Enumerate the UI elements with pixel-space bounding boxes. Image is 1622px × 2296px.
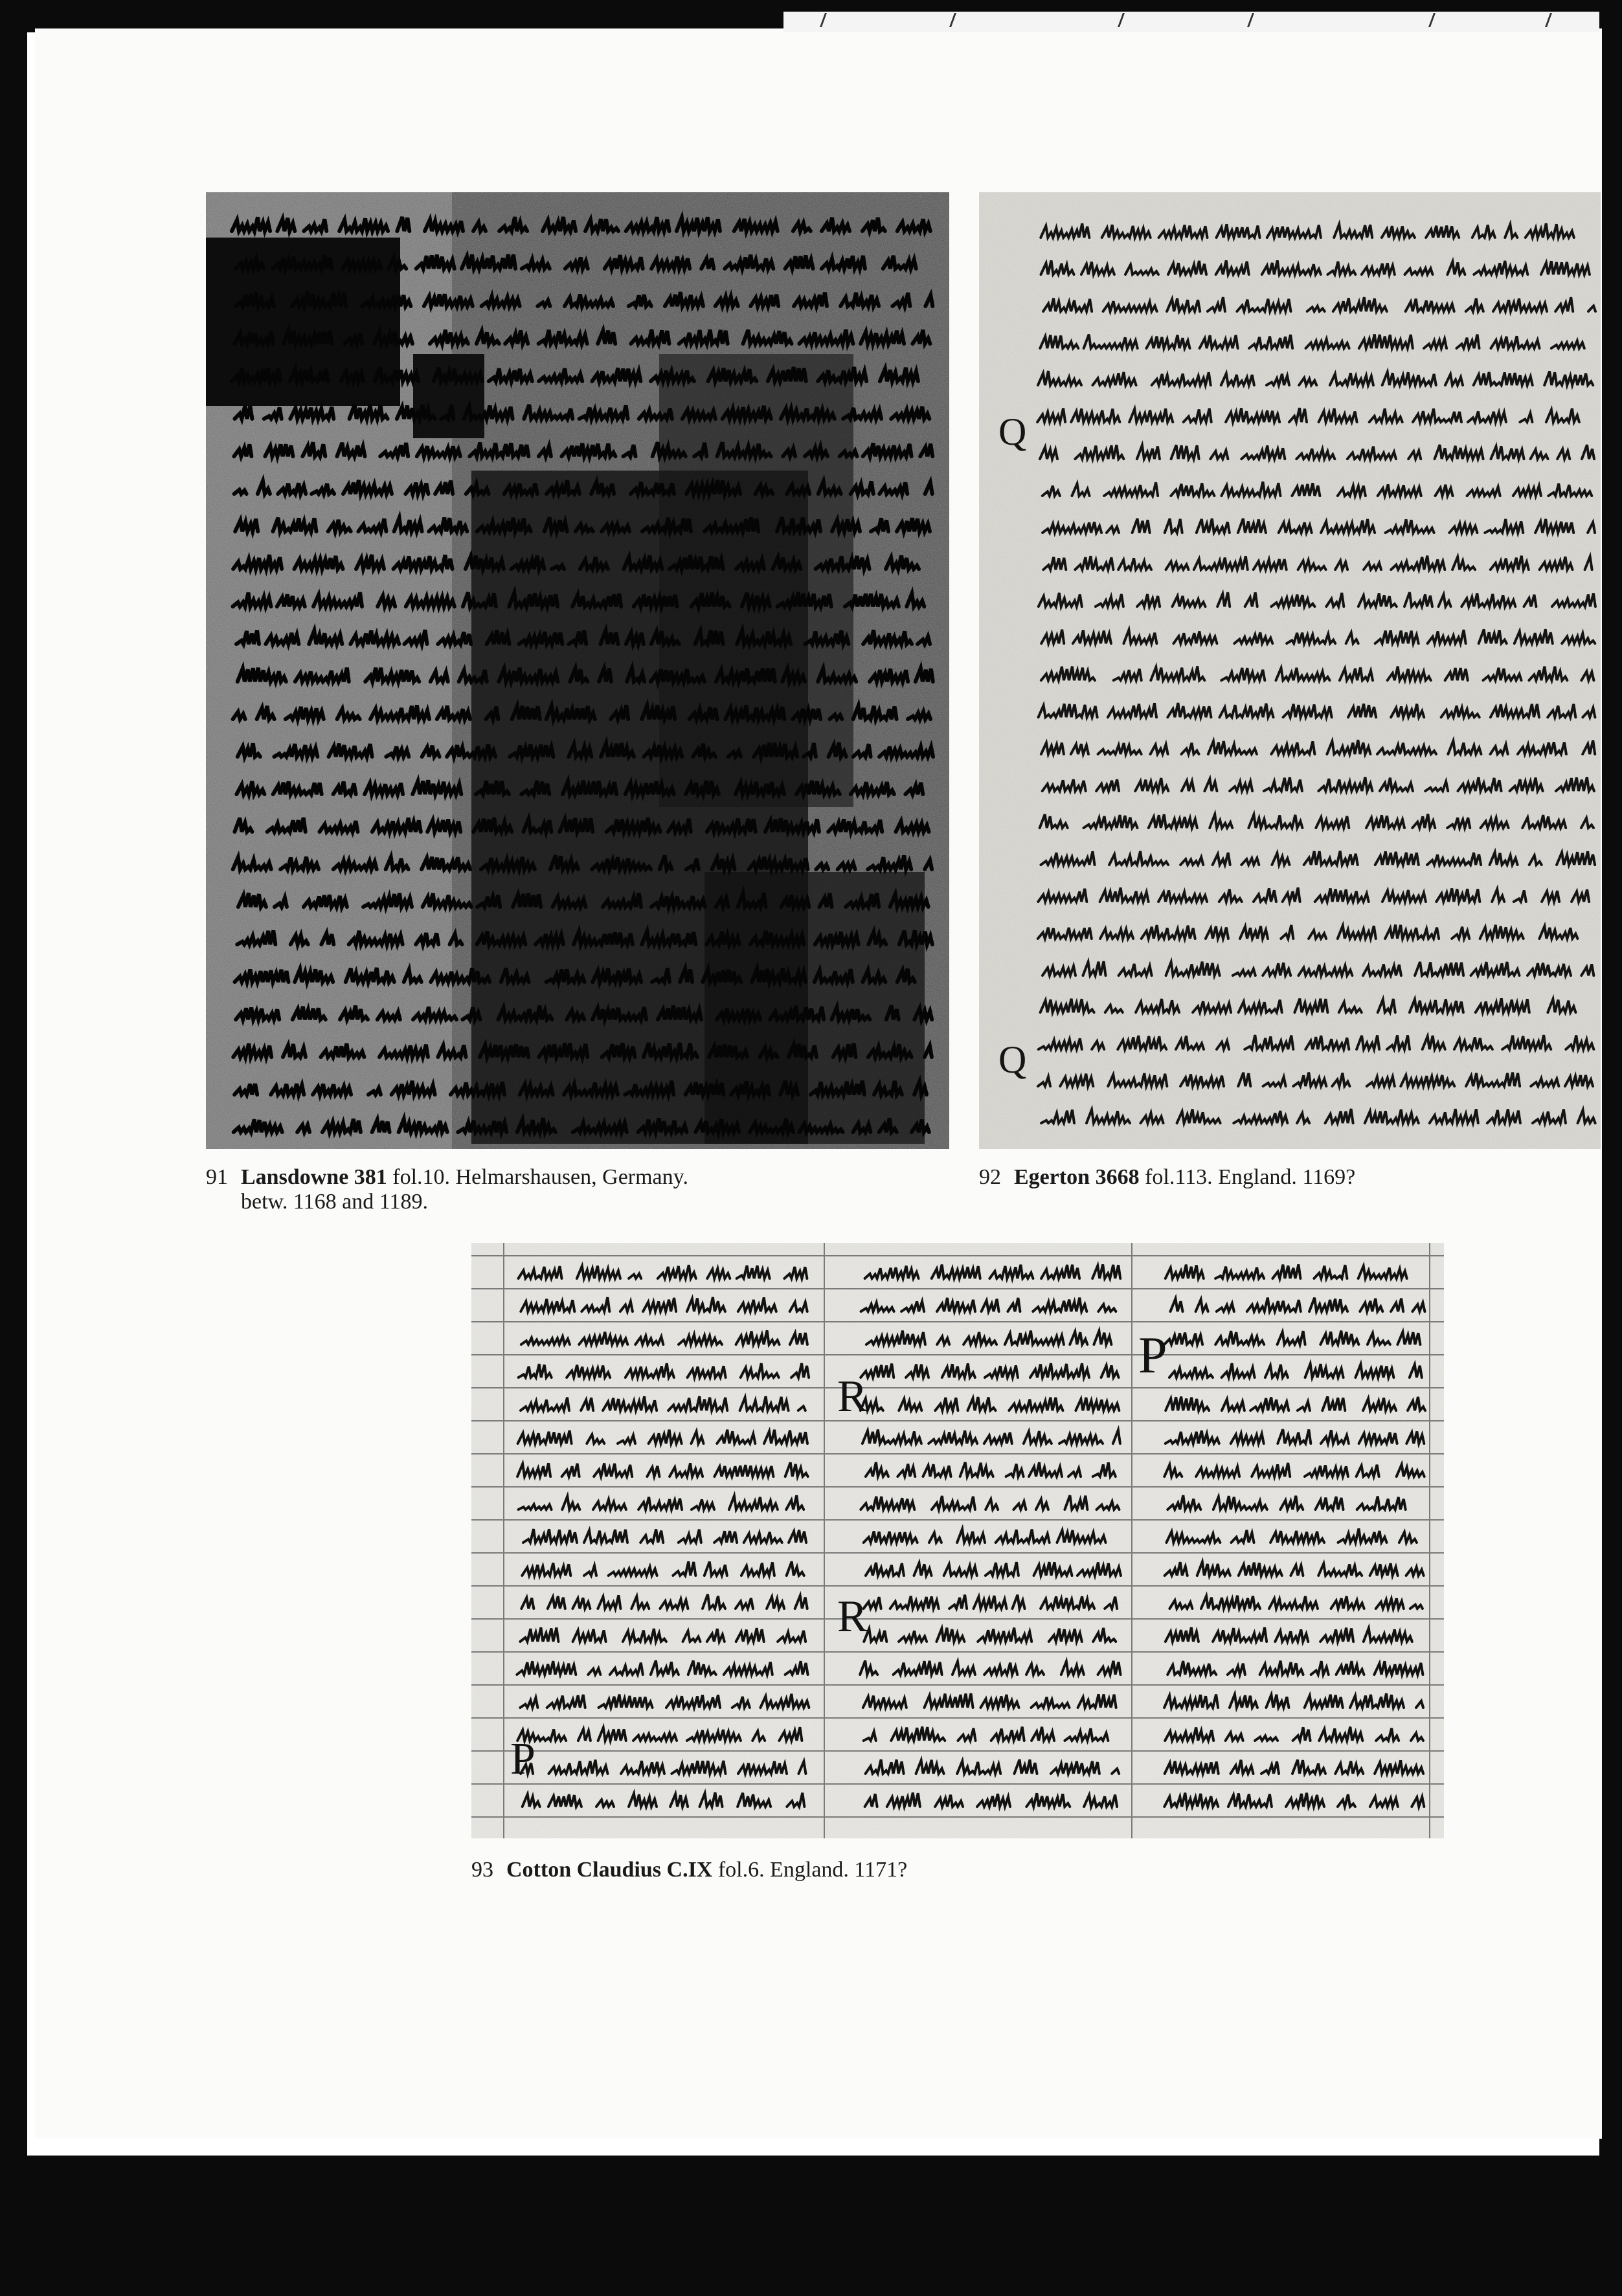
script-stroke [1557, 851, 1595, 865]
script-stroke [815, 932, 859, 944]
manuscript-91-image [206, 192, 949, 1149]
script-stroke [234, 490, 247, 494]
script-stroke [464, 406, 513, 419]
scan-border-left [0, 0, 27, 2296]
script-stroke [372, 1120, 390, 1132]
initial-p-right: P [1138, 1327, 1167, 1384]
script-stroke [1239, 1563, 1282, 1576]
script-stroke [1166, 1265, 1204, 1278]
script-stroke [914, 1009, 932, 1020]
manuscript-92-image [979, 192, 1601, 1149]
script-stroke [600, 630, 618, 644]
initial-q-1: Q [998, 410, 1027, 453]
caption-93-number: 93 [471, 1858, 493, 1882]
manuscript-93-image [471, 1243, 1444, 1838]
script-stroke [559, 818, 592, 832]
caption-figure-91 [206, 1165, 688, 1214]
script-stroke [509, 593, 558, 607]
scan-border-right [1599, 0, 1622, 2296]
caption-92-number: 92 [979, 1165, 1001, 1189]
initial-r-1: R [837, 1372, 868, 1421]
script-stroke [897, 219, 930, 231]
script-stroke [816, 864, 828, 869]
script-stroke [1129, 408, 1173, 422]
caption-92-details: fol.113. England. 1169? [1145, 1165, 1356, 1189]
initial-r-2: R [837, 1592, 868, 1642]
script-stroke [1330, 373, 1373, 385]
initial-p-left: P [510, 1734, 535, 1784]
caption-figure-93 [471, 1858, 907, 1882]
script-stroke [343, 260, 381, 269]
script-stroke [838, 863, 855, 869]
script-stroke [406, 597, 455, 607]
caption-91-number: 91 [206, 1165, 228, 1189]
script-stroke [768, 367, 806, 381]
script-stroke [377, 596, 395, 607]
caption-93-shelfmark: Cotton Claudius C.IX [506, 1858, 713, 1882]
scan-border-bottom [0, 2156, 1622, 2296]
script-stroke [350, 405, 388, 419]
initial-q-2: Q [998, 1038, 1027, 1081]
script-stroke [598, 331, 615, 344]
caption-91-shelfmark: Lansdowne 381 [241, 1165, 387, 1189]
script-stroke [829, 715, 842, 719]
caption-93-details: fol.6. England. 1171? [717, 1858, 908, 1882]
script-stroke [957, 1761, 1000, 1774]
adjacent-page-strip [783, 12, 1599, 32]
manuscript-plate-93 [471, 1243, 1444, 1838]
script-stroke [313, 1084, 351, 1095]
caption-figure-92 [979, 1165, 1355, 1190]
script-stroke [290, 369, 328, 381]
script-stroke [573, 1123, 627, 1132]
script-stroke [271, 1084, 304, 1095]
script-stroke [890, 895, 929, 907]
manuscript-plate-92 [979, 192, 1601, 1149]
caption-92-shelfmark: Egerton 3668 [1014, 1165, 1140, 1189]
caption-91-details: fol.10. Helmarshausen, Germany. [392, 1165, 688, 1189]
manuscript-plate-91 [206, 192, 949, 1149]
script-stroke [473, 818, 512, 832]
caption-91-continuation: betw. 1168 and 1189. [241, 1190, 428, 1214]
